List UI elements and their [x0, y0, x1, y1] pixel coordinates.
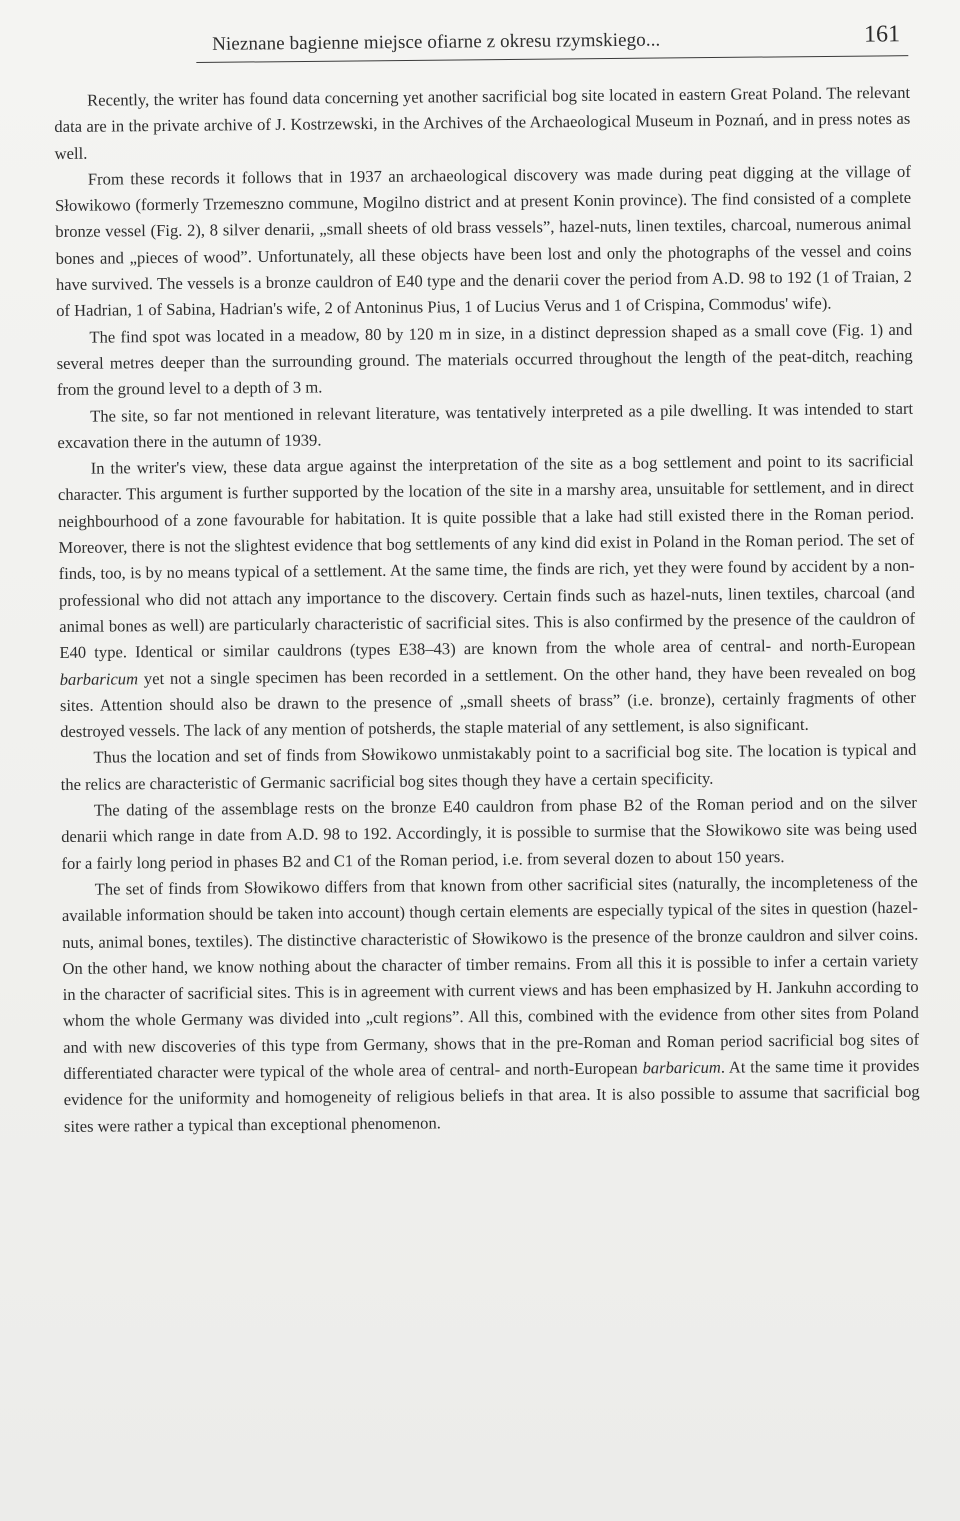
text-run: . At the same time it provides evidence for the uniformity and homogeneity of religious beliefs in that area. It is also possible to assume that sacrificial bog sites were rather a typical than exceptional phenomenon. [63, 1055, 920, 1136]
text-run: The dating of the assemblage rests on the bronze E40 cauldron from phase B2 of the Roman period and on the silver denarii which range in date from A.D. 98 to 192. Accordingly, it is possible to surmise that the Słowikowo site was being used for a fairly long period in phases B2 and C1 of the Roman period, i.e. from several dozen to about 150 years. [61, 792, 918, 873]
text-run: In the writer's view, these data argue against the interpretation of the site as a bog settlement and point to its sacrificial character. This argument is further supported by the location of the site in a marshy area, unsuitable for settlement, and in direct neighbourhood of a zone favourable for habitation. It is quite possible that a lake had still existed there in the Roman period. Moreover, there is not the slightest evidence that bog settlements of any kind did exist in Poland in the Roman period. The set of finds, too, is by no means typical of a settlement. At the same time, the finds are rich, yet they were found by accident by a non-professional who did not attach any importance to the discovery. Certain finds such as hazel-nuts, linen textiles, charcoal (and animal bones as well) are particularly characteristic of sacrificial sites. This is also confirmed by the presence of the cauldron of E40 type. Identical or similar cauldrons (types E38–43) are known from the whole area of central- and north-European [57, 450, 916, 663]
paragraph [54, 80, 911, 167]
paragraph [55, 159, 912, 325]
page-number: 161 [863, 21, 901, 48]
italic-term: barbaricum [642, 1057, 721, 1078]
body-text [54, 80, 920, 1140]
text-run: Recently, the writer has found data concerning yet another sacrificial bog site located in eastern Great Poland. The relevant data are in the private archive of J. Kostrzewski, in the Archives of the Archaeological Museum in Poznań, and in press notes as well. [54, 82, 911, 163]
paragraph [58, 448, 917, 745]
text-run: Thus the location and set of finds from Słowikowo unmistakably point to a sacrificial bog site. The location is typical and the relics are characteristic of Germanic sacrificial bog sites though they have a certain specificity. [60, 740, 917, 794]
text-run: The find spot was located in a meadow, 80 by 120 m in size, in a distinct depression shaped as a small cove (Fig. 1) and several metres deeper than the surrounding ground. The materials occurred throughout the length of the peat-ditch, reaching from the ground level to a depth of 3 m. [56, 319, 913, 400]
text-run: The set of finds from Słowikowo differs from that known from other sacrificial sites (naturally, the incompleteness of the available information should be taken into account) though certain elements are especially typical of the sites in question (hazel-nuts, animal bones, textiles). The distinctive characteristic of Słowikowo is the presence of the bronze cauldron and silver coins. On the other hand, we know nothing about the character of timber remains. From all this it is possible to infer a certain variety in the character of sacrificial sites. This is in agreement with current views and has been emphasized by H. Jankuhn according to whom the whole Germany was divided into „cult regions”. All this, combined with the evidence from other sites from Poland and with new discoveries of this type from Germany, shows that in the pre-Roman and Roman period sacrificial bog sites of differentiated character were typical of the whole area of central- and north-European [61, 871, 920, 1083]
running-title: Nieznane bagienne miejsce ofiarne z okresu rzymskiego... [212, 29, 661, 55]
text-run: yet not a single specimen has been recorded in a settlement. On the other hand, they have been revealed on bog sites. Attention should also be drawn to the presence of „small sheets of brass” (i.e. bronze), certainly fragments of other destroyed vessels. The lack of any mention of potsherds, the staple material of any settlement, is also significant. [59, 661, 916, 742]
paragraph [60, 737, 916, 798]
italic-term: barbaricum [59, 668, 139, 689]
running-header [196, 21, 908, 63]
paragraph [62, 869, 920, 1140]
text-run: From these records it follows that in 1937 an archaeological discovery was made during peat digging at the village of Słowikowo (formerly Trzemeszno commune, Mogilno district and at present Konin province). The find consisted of a complete bronze vessel (Fig. 2), 8 silver denarii, „small sheets of old brass vessels”, hazel-nuts, linen textiles, charcoal, numerous animal bones and „pieces of wood”. Unfortunately, all these objects have been lost and only the photographs of the vessel and coins have survived. The vessels is a bronze cauldron of E40 type and the denarii cover the period from A.D. 98 to 192 (1 of Traian, 2 of Hadrian, 1 of Sabina, Hadrian's wife, 2 of Antoninus Pius, 1 of Lucius Verus and 1 of Crispina, Commodus' wife). [55, 161, 912, 321]
paragraph [56, 316, 913, 403]
text-run: The site, so far not mentioned in relevant literature, was tentatively interpreted as a pile dwelling. It was intended to start excavation there in the autumn of 1939. [57, 398, 914, 452]
paragraph [61, 790, 918, 877]
paragraph [57, 395, 913, 456]
